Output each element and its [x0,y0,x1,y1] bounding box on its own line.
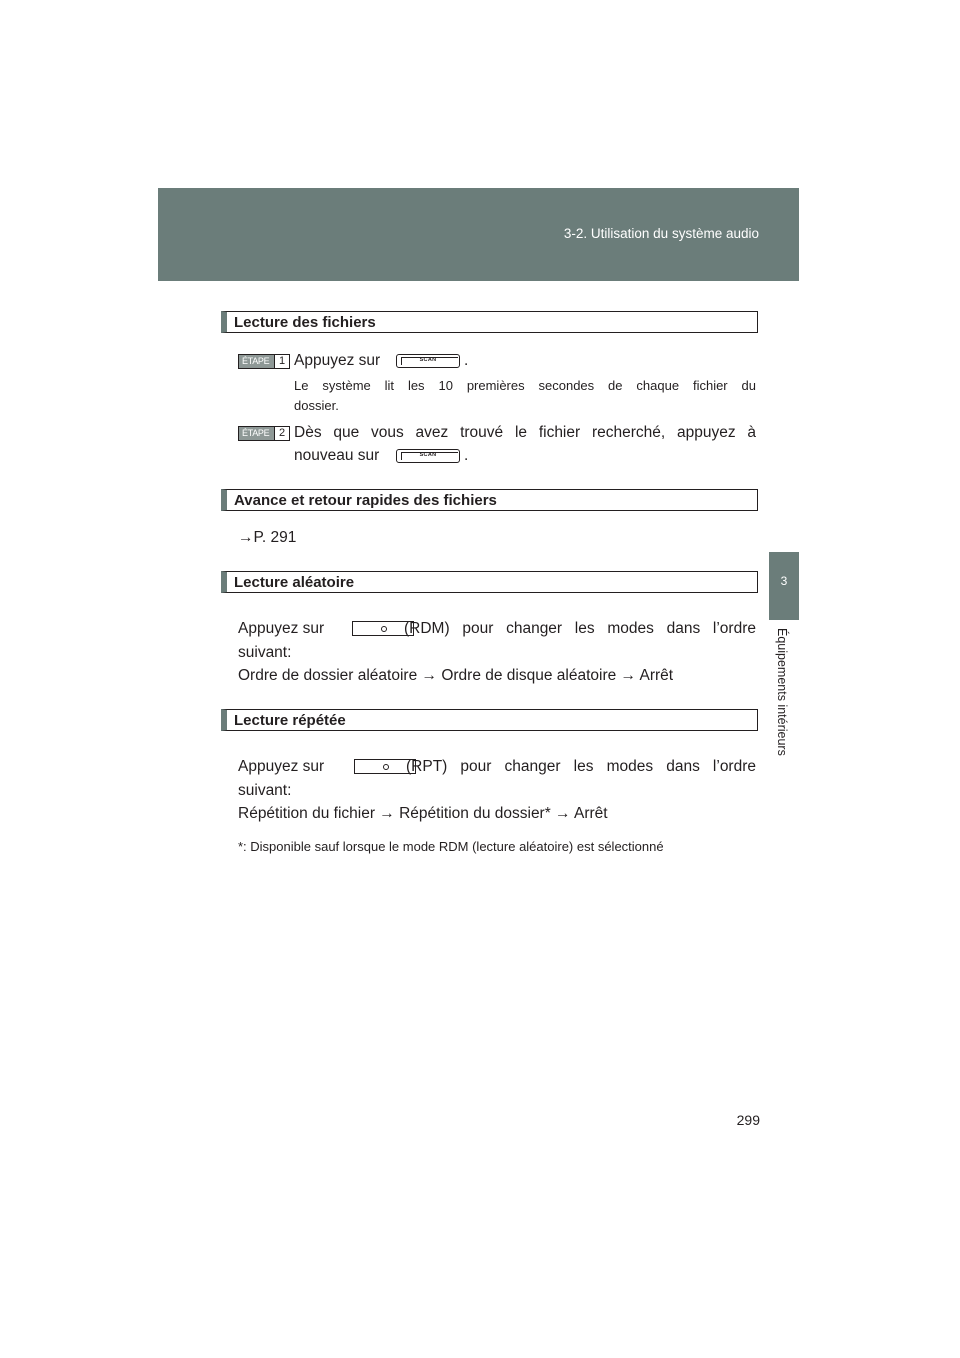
scan-button-caption: SCAN [419,452,437,458]
page-reference: →P. 291 [238,529,297,546]
step-1-badge [238,354,290,369]
rdm-text-line2: suivant: [238,644,292,661]
section-header-repetee [221,709,758,731]
step-badge-label: ÉTAPE [242,356,270,366]
step-2-line1: Dès que vous avez trouvé le fichier recherché, appuyez à [294,424,756,441]
chapter-number: 3 [780,574,788,588]
section-title: Lecture répétée [234,712,346,729]
step-2-period: . [464,447,469,464]
step-1-note-line1: Le système lit les 10 premières secondes de chaque fichier du [294,378,756,393]
step-badge-number: 1 [274,355,289,368]
rpt-text-pre: Appuyez sur [238,758,325,775]
header-band [158,188,799,281]
rpt-text-line2: suivant: [238,782,292,799]
step-2-badge [238,426,290,441]
section-header-lecture [221,311,758,333]
page-number: 299 [736,1112,760,1128]
section-header-avance [221,489,758,511]
chapter-side-label [771,628,795,778]
rdm-text-pre: Appuyez sur [238,620,325,637]
step-badge-label: ÉTAPE [242,428,270,438]
section-title: Lecture aléatoire [234,574,355,591]
section-title: Lecture des fichiers [234,314,376,331]
chapter-tab [769,552,799,620]
section-title: Avance et retour rapides des fichiers [234,492,497,509]
scan-button-icon [396,354,460,368]
step-1-period: . [464,352,469,369]
rdm-text-post: (RDM) pour changer les modes dans l’ordre [404,620,756,637]
rpt-text-post: (RPT) pour changer les modes dans l’ordre [406,758,756,775]
scan-button-caption: SCAN [419,357,437,363]
step-2-line2: nouveau sur [294,447,380,464]
chapter-side-label-text: Équipements intérieurs [775,628,789,756]
rpt-sequence: Répétition du fichier → Répétition du dossier* → Arrêt [238,805,608,822]
step-badge-number: 2 [274,427,289,440]
step-1-text: Appuyez sur [294,352,381,369]
step-1-note-line2: dossier. [294,398,339,413]
chapter-heading: 3-2. Utilisation du système audio [563,226,759,241]
rdm-sequence: Ordre de dossier aléatoire → Ordre de disque aléatoire → Arrêt [238,667,674,684]
scan-button-icon [396,449,460,463]
footnote: *: Disponible sauf lorsque le mode RDM (lecture aléatoire) est sélectionné [238,839,664,854]
section-header-aleatoire [221,571,758,593]
